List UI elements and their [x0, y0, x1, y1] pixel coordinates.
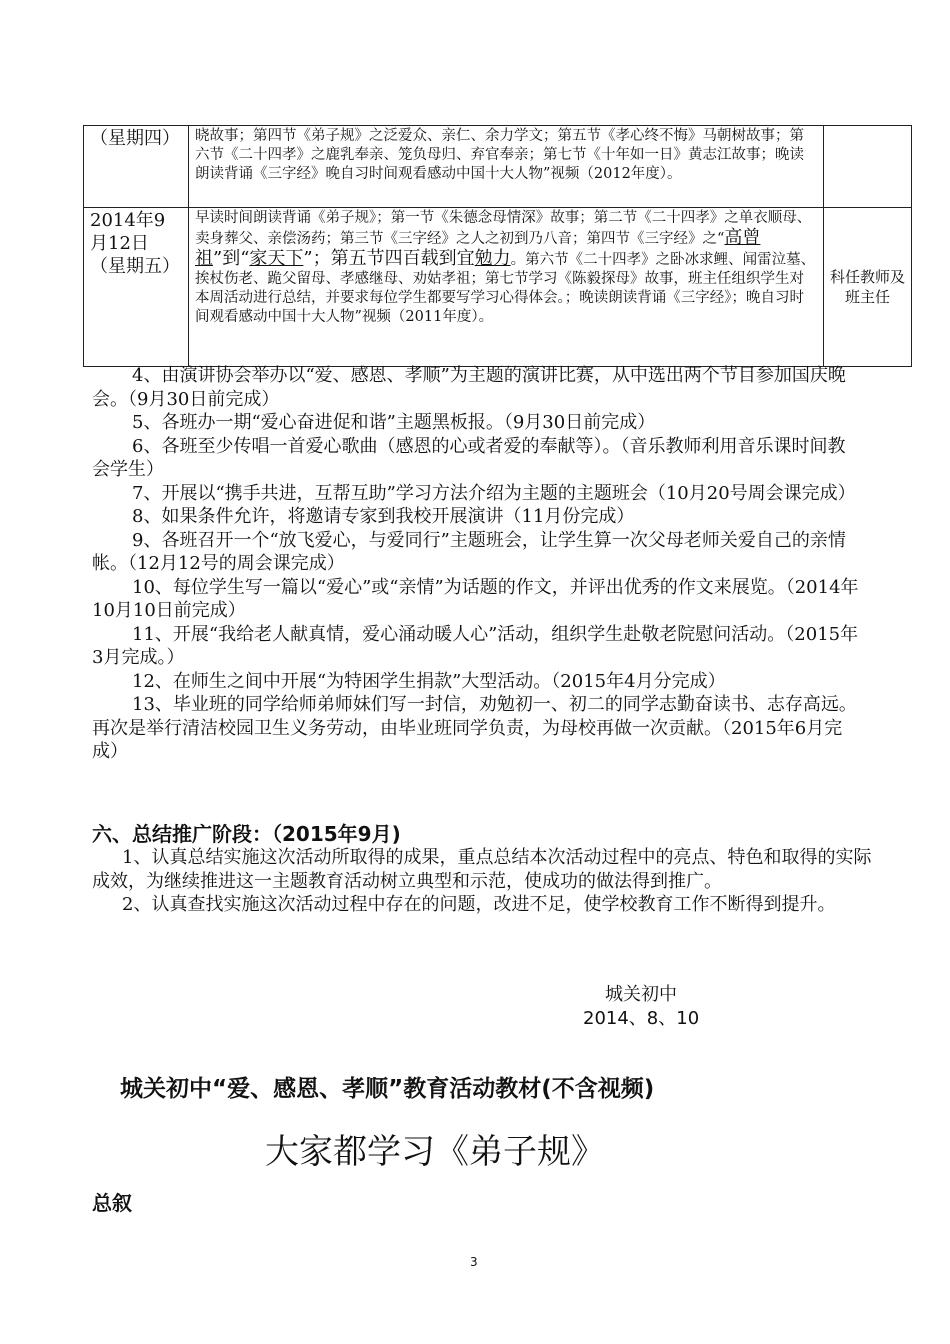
schedule-responsible-cell: [824, 126, 912, 208]
list-item: 2、认真查找实施这次活动过程中存在的问题，改进不足，使学校教育工作不断得到提升。: [122, 894, 836, 915]
schedule-content-cell: [189, 208, 824, 367]
underlined-term: 家天下: [249, 248, 304, 269]
list-item: 1、认真总结实施这次活动所取得的成果，重点总结本次活动过程中的亮点、特色和取得的实际成效，为继续推进这一主题教育活动树立典型和示范，使成功的做法得到推广。: [92, 847, 872, 892]
schedule-date-cell: 2014年9月12日（星期五）: [84, 208, 189, 367]
list-item: 6、各班至少传唱一首爱心歌曲（感恩的心或者爱的奉献等）。（音乐教师利用音乐课时间教会学生）: [92, 435, 846, 480]
list-item: 12、在师生之间中开展“为特困学生捐款”大型活动。（2015年4月分完成）: [132, 670, 726, 692]
list-item: 7、开展以“携手共进，互帮互助”学习方法介绍为主题的主题班会（10月20号周会课完成）: [132, 482, 856, 504]
schedule-date-cell: （星期四）: [84, 126, 189, 208]
underlined-term: 高曾祖: [195, 227, 761, 269]
content-part: ”；第五节四百载到宜: [303, 248, 475, 269]
list-item: 11、开展“我给老人献真情，爱心涌动暖人心”活动，组织学生赴敬老院慰问活动。（2015年3月完成。）: [92, 623, 859, 668]
list-item: 10、每位学生写一篇以“爱心”或“亲情”为话题的作文，并评出优秀的作文来展览。（2014年10月10日前完成）: [92, 576, 859, 621]
list-item: 13、毕业班的同学给师弟师妹们写一封信，劝勉初一、初二的同学志勤奋读书、志存高远。再次是举行清洁校园卫生义务劳动，由毕业班同学负责，为母校再做一次贡献。（2015年6月完成）: [92, 694, 857, 762]
signature-name: 城关初中: [605, 984, 677, 1005]
schedule-table: [83, 125, 912, 367]
summary-list: [92, 846, 872, 917]
section-label: 总叙: [92, 1191, 132, 1215]
schedule-content-cell: 晓故事；第四节《弟子规》之泛爱众、亲仁、余力学文；第五节《孝心终不悔》马朝树故事；第六节《二十四孝》之鹿乳奉亲、笼负母归、弃官奉亲；第七节《十年如一日》黄志江故事；晚读朗读背诵《三字经》晚自习时间观看感动中国十大人物”视频（2012年度）。: [189, 126, 824, 208]
activity-list: [92, 364, 862, 764]
schedule-responsible-cell: [824, 208, 912, 367]
document-title: 城关初中“爱、感恩、孝顺”教育活动教材(不含视频): [120, 1076, 655, 1102]
page-number: 3: [470, 1255, 478, 1269]
responsible-text: 科任教师及班主任: [830, 268, 906, 306]
list-item: 5、各班办一期“爱心奋进促和谐”主题黑板报。（9月30日前完成）: [132, 412, 656, 433]
list-item: 9、各班召开一个“放飞爱心，与爱同行”主题班会，让学生算一次父母老师关爱自己的亲情帐。（12月12号的周会课完成）: [92, 529, 846, 574]
schedule-row-friday: [84, 208, 912, 367]
document-subtitle: 大家都学习《弟子规》: [265, 1132, 605, 1172]
content-part: 。第六节《二十四孝》之卧冰求鲤、闻雷泣墓、挨杖伤老、跪父留母、孝感继母、劝姑孝祖；第七节学习《陈毅探母》故事，班主任组织学生对本周活动进行总结，并要求每位学生都要写学习心得体会。；晚读朗读背诵《三字经》；晚自习时间观看感动中国十大人物”视频（2011年度）。: [195, 252, 816, 325]
signature-date: 2014、8、10: [583, 1008, 700, 1029]
content-part: ”到“: [213, 248, 250, 269]
list-item: 4、由演讲协会举办以“爱、感恩、孝顺”为主题的演讲比赛，从中选出两个节目参加国庆晚会。（9月30日前完成）: [92, 365, 846, 410]
schedule-row-thursday: [84, 126, 912, 208]
list-item: 8、如果条件允许，将邀请专家到我校开展演讲（11月份完成）: [132, 506, 635, 527]
content-part: 早读时间朗读背诵《弟子规》；第一节《朱德念母情深》故事；第二节《二十四孝》之单衣顺母、卖身葬父、亲偿汤药；第三节《三字经》之人之初到乃八音；第四节《三字经》之“: [195, 210, 812, 247]
section-heading: 六、总结推广阶段：（2015年9月): [92, 822, 401, 846]
underlined-term: 勉力: [474, 248, 511, 269]
